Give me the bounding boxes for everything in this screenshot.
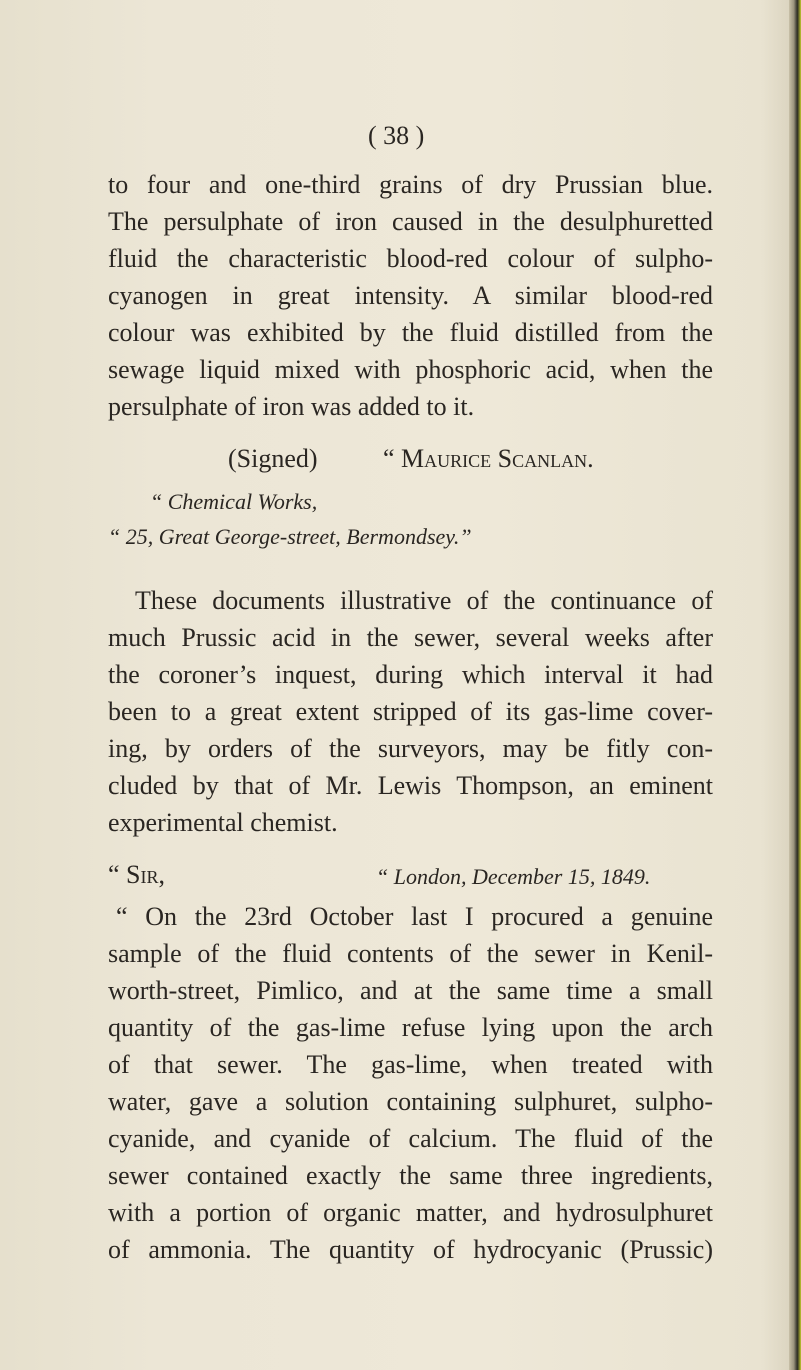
text-line: sewer contained exactly the same three ingredients, (108, 1161, 713, 1190)
text-line: water, gave a solution containing sulphuret, sulpho- (108, 1087, 713, 1116)
page-number: ( 38 ) (368, 121, 425, 150)
text-line: the coroner’s inquest, during which interval it had (108, 660, 713, 689)
salutation: “ Sir, (108, 860, 165, 889)
text-line: to four and one-third grains of dry Prussian blue. (108, 170, 713, 199)
text-line: of that sewer. The gas-lime, when treated with (108, 1050, 713, 1079)
text-line: cyanide, and cyanide of calcium. The fluid of the (108, 1124, 713, 1153)
text-line: experimental chemist. (108, 808, 338, 837)
text-line: ing, by orders of the surveyors, may be fitly con- (108, 734, 713, 763)
text-line: of ammonia. The quantity of hydrocyanic (Prussic) (108, 1235, 713, 1264)
text-line: sewage liquid mixed with phosphoric acid, when the (108, 355, 713, 384)
text-line: with a portion of organic matter, and hydrosulphuret (108, 1198, 713, 1227)
dateline: “ London, December 15, 1849. (376, 864, 651, 889)
text-line: cluded by that of Mr. Lewis Thompson, an eminent (108, 771, 713, 800)
page-edge (789, 0, 801, 1370)
text-line: These documents illustrative of the continuance of (135, 586, 713, 615)
signatory-works: “ Chemical Works, (150, 489, 318, 514)
signatory-name: “ Maurice Scanlan. (383, 444, 594, 473)
text-line: The persulphate of iron caused in the desulphuretted (108, 207, 713, 236)
text-line: worth-street, Pimlico, and at the same time a small (108, 976, 713, 1005)
text-line: been to a great extent stripped of its gas-lime cover- (108, 697, 713, 726)
text-line: sample of the fluid contents of the sewer in Kenil- (108, 939, 713, 968)
text-line: much Prussic acid in the sewer, several weeks after (108, 623, 713, 652)
signatory-address: “ 25, Great George-street, Bermondsey.” (108, 524, 472, 549)
text-line: “ On the 23rd October last I procured a genuine (116, 902, 713, 931)
text-line: quantity of the gas-lime refuse lying upon the arch (108, 1013, 713, 1042)
text-line: cyanogen in great intensity. A similar blood-red (108, 281, 713, 310)
text-line: colour was exhibited by the fluid distilled from the (108, 318, 713, 347)
text-line: persulphate of iron was added to it. (108, 392, 475, 421)
signed-label: (Signed) (228, 444, 318, 473)
text-line: fluid the characteristic blood-red colour of sulpho- (108, 244, 713, 273)
